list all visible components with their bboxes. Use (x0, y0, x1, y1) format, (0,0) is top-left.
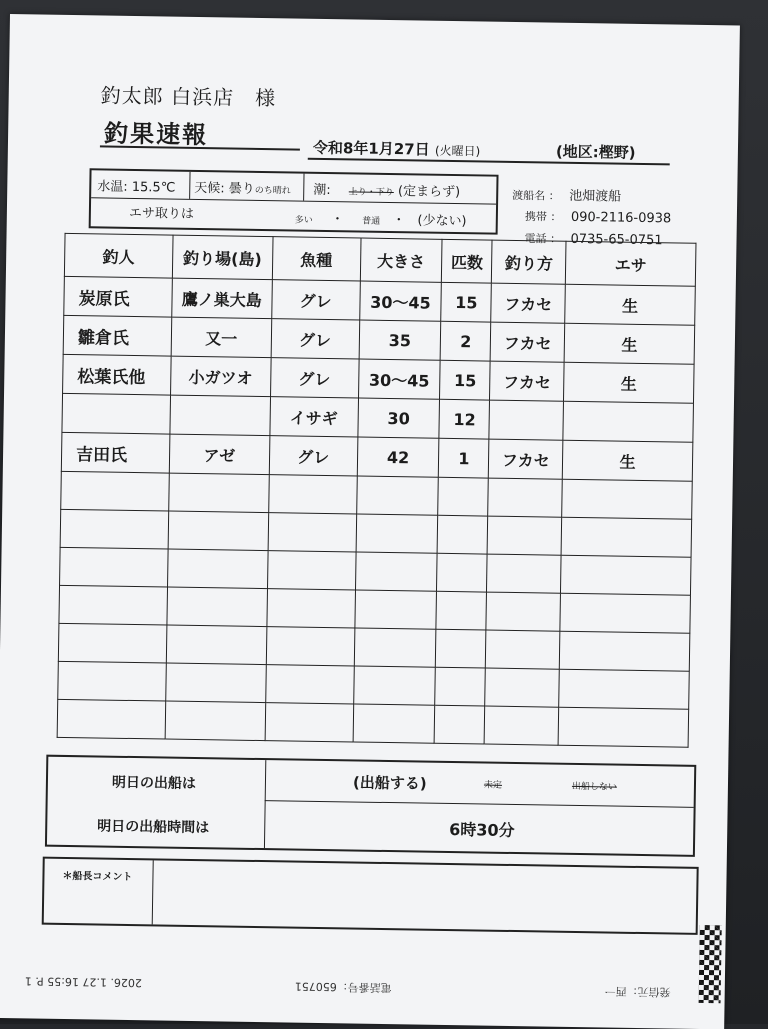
size-cell: 30 (357, 398, 439, 438)
fax-footer-left: 2026. 1.27 16:55 P. 1 (24, 974, 142, 990)
departure-no: 出船しない (571, 781, 618, 793)
header-cell: 魚種 (272, 237, 361, 281)
departure-time-label: 明日の出船時間は (97, 818, 210, 837)
species-cell: イサギ (270, 397, 358, 437)
count-cell: 15 (441, 282, 492, 322)
angler-cell: 松葉氏他 (63, 354, 171, 395)
mobile-label: 携帯 (524, 210, 547, 224)
mobile (525, 208, 672, 226)
divider (152, 860, 154, 924)
weather-suffix: のち晴れ (254, 185, 291, 197)
method-cell: フカセ (490, 322, 564, 362)
fax-footer-right: 発信元：西一 (604, 984, 671, 999)
bait-selected: (少ない) (417, 213, 467, 230)
boat-label: 渡船名 (512, 188, 546, 203)
bait-cell: 生 (564, 362, 694, 403)
sep: ・ (392, 213, 406, 229)
count-cell: 12 (439, 399, 490, 439)
spot-cell: アゼ (169, 434, 269, 475)
tide-label: 潮: (313, 182, 331, 199)
sep: ： (550, 210, 562, 224)
species-cell: グレ (271, 280, 359, 320)
method-cell: フカセ (489, 439, 563, 479)
date-text: 令和8年1月27日 (312, 138, 430, 159)
bait-label: エサ取りは (128, 205, 195, 222)
captain-comment-box (42, 857, 699, 935)
weekday-text: (火曜日) (434, 143, 481, 159)
divider (189, 172, 190, 199)
phone-label: 電話 (524, 232, 547, 246)
weather (194, 177, 291, 198)
departure-time: 6時30分 (449, 820, 515, 841)
captain-comment-label: ＊船長コメント (62, 870, 133, 884)
size-cell: 30〜45 (358, 359, 440, 399)
bait-cell: 生 (564, 323, 694, 364)
departure-undecided: 未定 (483, 780, 503, 791)
conditions-row (91, 170, 496, 204)
tide (313, 179, 460, 200)
region-text: (地区:樫野) (555, 142, 636, 162)
species-cell: グレ (271, 319, 359, 359)
count-cell: 15 (440, 360, 491, 400)
bait-options (295, 208, 467, 230)
tide-struck-options: 上り・下り (348, 187, 394, 199)
phone-value: 0735-65-0751 (570, 231, 663, 249)
divider (303, 174, 304, 201)
species-cell: グレ (269, 436, 357, 476)
size-cell: 35 (359, 320, 441, 360)
method-cell (489, 400, 563, 440)
divider (264, 760, 266, 848)
shop-name: 釣太郎 白浜店 様 (100, 83, 277, 111)
boat-name (512, 184, 621, 205)
method-cell: フカセ (491, 283, 565, 323)
angler-cell: 雛倉氏 (63, 315, 171, 356)
sep: ・ (330, 212, 345, 228)
report-title: 釣果速報 (103, 119, 209, 150)
angler-cell: 炭原氏 (64, 276, 172, 317)
weather-label: 天候: (194, 180, 225, 197)
count-cell: 1 (439, 438, 490, 478)
tide-value: (定まらず) (397, 184, 461, 201)
conditions-box (89, 168, 499, 234)
species-cell: グレ (270, 358, 358, 398)
bait-opt-many: 多い (294, 215, 313, 226)
spot-cell: 又一 (171, 317, 271, 358)
bait-opt-normal: 普通 (362, 216, 381, 227)
count-cell: 2 (441, 321, 492, 361)
divider (265, 800, 694, 808)
departure-selected: (出船する) (352, 773, 427, 793)
header-cell: 釣り場(島) (172, 235, 273, 280)
water-temp: 水温: 15.5℃ (97, 179, 176, 196)
fishing-report-sheet (0, 14, 740, 1029)
header-cell: エサ (566, 241, 696, 286)
size-cell: 42 (357, 437, 439, 477)
header-cell: 匹数 (442, 239, 493, 283)
departure-box (45, 755, 696, 857)
spot-cell (170, 395, 270, 436)
bait-cell: 生 (565, 284, 695, 325)
checker-mark (699, 925, 722, 1003)
weather-value: 曇り (228, 181, 255, 197)
catch-table (57, 233, 697, 748)
header-cell: 釣り方 (492, 240, 567, 284)
angler-cell: 吉田氏 (61, 432, 169, 473)
mobile-value: 090-2116-0938 (570, 209, 672, 227)
header-cell: 釣人 (64, 233, 172, 278)
sep: ： (549, 232, 562, 246)
report-date (313, 137, 481, 161)
size-cell: 30〜45 (359, 281, 441, 321)
bait-cell (563, 401, 693, 442)
method-cell: フカセ (490, 361, 564, 401)
spot-cell: 鷹ノ巣大島 (172, 278, 272, 319)
fax-footer-center: 電話番号：650751 (294, 979, 392, 995)
spot-cell: 小ガツオ (170, 356, 270, 397)
angler-cell (62, 393, 170, 434)
departure-label: 明日の出船は (111, 774, 197, 793)
boat-value: 池畑渡船 (569, 188, 622, 205)
header-cell: 大きさ (360, 238, 443, 282)
sep: ： (548, 189, 560, 203)
bait-cell: 生 (562, 440, 692, 481)
